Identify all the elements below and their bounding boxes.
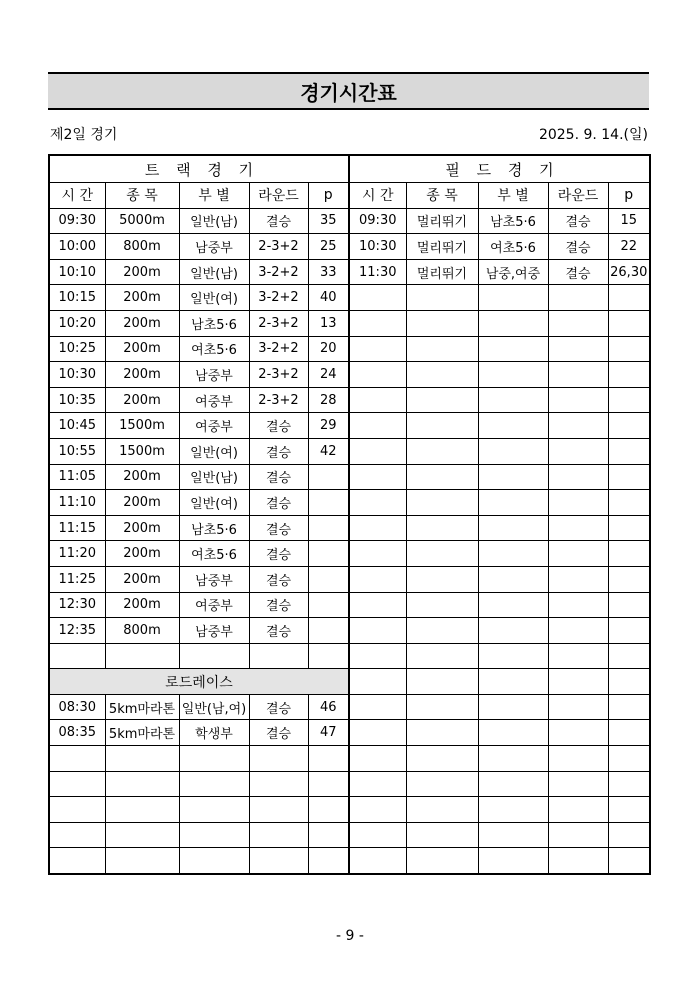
cell-page xyxy=(308,541,349,567)
table-row xyxy=(49,694,650,720)
cell-event xyxy=(406,336,478,362)
cell-event xyxy=(406,413,478,439)
table-row xyxy=(49,310,650,336)
cell-event: 200m xyxy=(105,285,179,311)
cell-page xyxy=(308,515,349,541)
cell-time xyxy=(349,515,406,541)
cell-division xyxy=(179,746,249,772)
cell-division: 일반(남) xyxy=(179,259,249,285)
cell-event: 200m xyxy=(105,515,179,541)
column-header-division: 부 별 xyxy=(478,183,548,209)
cell-page xyxy=(308,566,349,592)
cell-event xyxy=(406,618,478,644)
cell-round: 3-2+2 xyxy=(249,259,308,285)
cell-page xyxy=(608,285,650,311)
cell-round xyxy=(249,822,308,848)
cell-division xyxy=(478,310,548,336)
cell-time: 09:30 xyxy=(349,208,406,234)
track-section-header: 트 랙 경 기 xyxy=(49,155,349,183)
cell-event xyxy=(406,848,478,874)
cell-division xyxy=(478,413,548,439)
cell-division xyxy=(478,822,548,848)
cell-division xyxy=(179,822,249,848)
cell-time: 08:35 xyxy=(49,720,105,746)
cell-round xyxy=(548,490,608,516)
table-row xyxy=(49,592,650,618)
cell-event: 5km마라톤 xyxy=(105,694,179,720)
cell-event xyxy=(406,797,478,823)
cell-page xyxy=(608,438,650,464)
table-row xyxy=(49,720,650,746)
cell-event: 200m xyxy=(105,336,179,362)
table-row xyxy=(49,259,650,285)
cell-event xyxy=(406,310,478,336)
cell-page xyxy=(308,797,349,823)
page-title: 경기시간표 xyxy=(48,72,649,110)
cell-event xyxy=(406,720,478,746)
cell-page xyxy=(608,413,650,439)
cell-round: 결승 xyxy=(249,720,308,746)
cell-event xyxy=(406,387,478,413)
cell-page xyxy=(608,618,650,644)
cell-division: 여중부 xyxy=(179,592,249,618)
cell-time: 10:20 xyxy=(49,310,105,336)
cell-page xyxy=(608,720,650,746)
cell-time xyxy=(349,310,406,336)
cell-time xyxy=(49,771,105,797)
cell-round xyxy=(249,848,308,874)
cell-round xyxy=(548,643,608,669)
cell-time: 12:30 xyxy=(49,592,105,618)
cell-time: 11:30 xyxy=(349,259,406,285)
cell-event xyxy=(406,746,478,772)
cell-page: 40 xyxy=(308,285,349,311)
cell-page: 25 xyxy=(308,234,349,260)
cell-round xyxy=(548,592,608,618)
cell-event xyxy=(406,515,478,541)
cell-round: 결승 xyxy=(249,618,308,644)
cell-division xyxy=(478,618,548,644)
cell-division xyxy=(179,643,249,669)
cell-time xyxy=(349,848,406,874)
cell-round: 결승 xyxy=(548,208,608,234)
cell-event: 1500m xyxy=(105,438,179,464)
table-row xyxy=(49,541,650,567)
table-row xyxy=(49,822,650,848)
table-row xyxy=(49,336,650,362)
cell-event xyxy=(105,643,179,669)
page-number: - 9 - xyxy=(336,928,364,944)
cell-event xyxy=(406,592,478,618)
cell-division: 남초5·6 xyxy=(478,208,548,234)
cell-division: 여초5·6 xyxy=(179,336,249,362)
cell-time xyxy=(349,566,406,592)
table-row xyxy=(49,566,650,592)
cell-event xyxy=(406,490,478,516)
cell-page xyxy=(608,592,650,618)
cell-page xyxy=(308,848,349,874)
cell-event xyxy=(105,746,179,772)
cell-time xyxy=(349,643,406,669)
cell-round xyxy=(548,566,608,592)
table-row xyxy=(49,362,650,388)
cell-event: 5km마라톤 xyxy=(105,720,179,746)
cell-round xyxy=(548,822,608,848)
cell-page: 13 xyxy=(308,310,349,336)
cell-page xyxy=(608,848,650,874)
cell-round xyxy=(548,669,608,695)
cell-time xyxy=(349,285,406,311)
cell-time: 10:30 xyxy=(349,234,406,260)
cell-event xyxy=(406,643,478,669)
cell-division: 남중,여중 xyxy=(478,259,548,285)
column-header-round: 라운드 xyxy=(548,183,608,209)
cell-division: 남중부 xyxy=(179,618,249,644)
cell-page xyxy=(608,387,650,413)
cell-division: 여초5·6 xyxy=(179,541,249,567)
cell-round xyxy=(548,285,608,311)
cell-division: 여초5·6 xyxy=(478,234,548,260)
cell-time: 12:35 xyxy=(49,618,105,644)
cell-page: 26,30 xyxy=(608,259,650,285)
cell-page xyxy=(608,541,650,567)
cell-page: 15 xyxy=(608,208,650,234)
cell-round: 결승 xyxy=(249,208,308,234)
cell-event xyxy=(406,464,478,490)
cell-page xyxy=(308,643,349,669)
table-row xyxy=(49,771,650,797)
cell-event: 200m xyxy=(105,592,179,618)
cell-division xyxy=(478,771,548,797)
cell-time xyxy=(349,438,406,464)
cell-page xyxy=(308,490,349,516)
cell-round xyxy=(548,413,608,439)
cell-division xyxy=(478,566,548,592)
cell-time xyxy=(49,797,105,823)
cell-page xyxy=(608,566,650,592)
cell-page xyxy=(608,771,650,797)
cell-division: 남중부 xyxy=(179,566,249,592)
cell-event: 200m xyxy=(105,387,179,413)
cell-round xyxy=(249,797,308,823)
cell-division: 여중부 xyxy=(179,387,249,413)
cell-time: 10:15 xyxy=(49,285,105,311)
cell-time xyxy=(349,490,406,516)
cell-event: 멀리뛰기 xyxy=(406,259,478,285)
cell-time: 10:25 xyxy=(49,336,105,362)
cell-division xyxy=(478,387,548,413)
cell-round: 2-3+2 xyxy=(249,310,308,336)
cell-time xyxy=(349,771,406,797)
table-row xyxy=(49,464,650,490)
cell-time xyxy=(349,618,406,644)
cell-page xyxy=(608,643,650,669)
schedule-table xyxy=(48,154,651,875)
cell-round: 결승 xyxy=(249,438,308,464)
cell-page xyxy=(608,336,650,362)
cell-time: 11:20 xyxy=(49,541,105,567)
cell-time xyxy=(49,822,105,848)
column-header-page: p xyxy=(308,183,349,209)
cell-event: 1500m xyxy=(105,413,179,439)
table-row xyxy=(49,618,650,644)
cell-division xyxy=(478,669,548,695)
cell-page xyxy=(608,822,650,848)
cell-event: 200m xyxy=(105,310,179,336)
cell-time xyxy=(349,669,406,695)
cell-event: 200m xyxy=(105,490,179,516)
cell-round: 2-3+2 xyxy=(249,362,308,388)
cell-page: 33 xyxy=(308,259,349,285)
cell-page xyxy=(308,771,349,797)
day-label: 제2일 경기 xyxy=(50,127,118,143)
cell-event: 200m xyxy=(105,362,179,388)
cell-round xyxy=(249,643,308,669)
cell-event xyxy=(406,285,478,311)
cell-page: 46 xyxy=(308,694,349,720)
cell-page xyxy=(308,618,349,644)
cell-division: 일반(남) xyxy=(179,464,249,490)
cell-time: 09:30 xyxy=(49,208,105,234)
cell-division: 남중부 xyxy=(179,234,249,260)
table-row xyxy=(49,643,650,669)
cell-time: 11:25 xyxy=(49,566,105,592)
cell-division: 일반(남,여) xyxy=(179,694,249,720)
cell-event xyxy=(105,822,179,848)
table-row xyxy=(49,438,650,464)
cell-time: 11:05 xyxy=(49,464,105,490)
cell-division: 일반(여) xyxy=(179,285,249,311)
cell-division: 여중부 xyxy=(179,413,249,439)
cell-page xyxy=(608,464,650,490)
cell-event: 200m xyxy=(105,566,179,592)
cell-time xyxy=(349,541,406,567)
cell-round: 결승 xyxy=(249,490,308,516)
cell-division xyxy=(478,541,548,567)
cell-event xyxy=(406,566,478,592)
table-row xyxy=(49,285,650,311)
cell-division xyxy=(478,336,548,362)
cell-round: 3-2+2 xyxy=(249,336,308,362)
cell-event xyxy=(406,362,478,388)
table-row xyxy=(49,797,650,823)
cell-round xyxy=(548,848,608,874)
cell-page xyxy=(308,592,349,618)
cell-division xyxy=(478,464,548,490)
cell-page xyxy=(608,669,650,695)
cell-round xyxy=(548,438,608,464)
cell-event: 800m xyxy=(105,618,179,644)
cell-round: 결승 xyxy=(249,694,308,720)
date-label: 2025. 9. 14.(일) xyxy=(538,127,648,143)
cell-event: 200m xyxy=(105,541,179,567)
table-row xyxy=(49,413,650,439)
cell-time: 11:10 xyxy=(49,490,105,516)
cell-time xyxy=(349,413,406,439)
column-header-round: 라운드 xyxy=(249,183,308,209)
cell-division xyxy=(478,592,548,618)
cell-event xyxy=(406,771,478,797)
cell-time xyxy=(349,387,406,413)
cell-page xyxy=(608,362,650,388)
cell-division xyxy=(478,285,548,311)
cell-round: 결승 xyxy=(249,515,308,541)
cell-division xyxy=(478,643,548,669)
cell-division xyxy=(478,515,548,541)
cell-event: 800m xyxy=(105,234,179,260)
cell-page xyxy=(308,822,349,848)
cell-round xyxy=(548,720,608,746)
column-header-time: 시 간 xyxy=(349,183,406,209)
cell-time: 10:55 xyxy=(49,438,105,464)
cell-event xyxy=(406,669,478,695)
cell-event xyxy=(105,771,179,797)
cell-round xyxy=(249,746,308,772)
cell-time xyxy=(349,720,406,746)
cell-round xyxy=(548,310,608,336)
cell-page xyxy=(308,464,349,490)
cell-round: 결승 xyxy=(249,541,308,567)
cell-time xyxy=(349,746,406,772)
cell-event xyxy=(406,541,478,567)
cell-time xyxy=(49,746,105,772)
cell-event: 멀리뛰기 xyxy=(406,234,478,260)
cell-division: 일반(남) xyxy=(179,208,249,234)
cell-round: 결승 xyxy=(249,464,308,490)
cell-page xyxy=(608,694,650,720)
cell-time: 10:10 xyxy=(49,259,105,285)
column-header-time: 시 간 xyxy=(49,183,105,209)
cell-page: 47 xyxy=(308,720,349,746)
cell-division xyxy=(478,848,548,874)
cell-division xyxy=(478,797,548,823)
cell-page: 29 xyxy=(308,413,349,439)
cell-round xyxy=(548,362,608,388)
cell-time: 11:15 xyxy=(49,515,105,541)
cell-division: 일반(여) xyxy=(179,490,249,516)
cell-division: 남초5·6 xyxy=(179,310,249,336)
cell-division xyxy=(478,490,548,516)
road-race-row xyxy=(49,669,650,695)
cell-round xyxy=(548,387,608,413)
cell-time: 10:35 xyxy=(49,387,105,413)
cell-event xyxy=(105,797,179,823)
cell-round xyxy=(548,618,608,644)
cell-page: 22 xyxy=(608,234,650,260)
cell-time xyxy=(349,694,406,720)
cell-time: 10:30 xyxy=(49,362,105,388)
cell-division xyxy=(478,746,548,772)
table-row xyxy=(49,490,650,516)
cell-round xyxy=(548,541,608,567)
cell-division xyxy=(478,694,548,720)
cell-time xyxy=(349,822,406,848)
cell-division: 일반(여) xyxy=(179,438,249,464)
cell-round xyxy=(249,771,308,797)
cell-page xyxy=(608,310,650,336)
table-row xyxy=(49,515,650,541)
column-header-page: p xyxy=(608,183,650,209)
cell-time xyxy=(349,336,406,362)
cell-round xyxy=(548,336,608,362)
cell-time xyxy=(349,464,406,490)
cell-page: 24 xyxy=(308,362,349,388)
cell-division xyxy=(179,848,249,874)
cell-time: 10:45 xyxy=(49,413,105,439)
cell-division: 학생부 xyxy=(179,720,249,746)
cell-event xyxy=(105,848,179,874)
column-header-event: 종 목 xyxy=(406,183,478,209)
cell-division xyxy=(179,771,249,797)
cell-division: 남초5·6 xyxy=(179,515,249,541)
cell-round xyxy=(548,797,608,823)
table-row xyxy=(49,387,650,413)
table-row xyxy=(49,848,650,874)
cell-round xyxy=(548,464,608,490)
cell-round: 결승 xyxy=(249,592,308,618)
cell-division xyxy=(179,797,249,823)
cell-division xyxy=(478,362,548,388)
cell-page: 42 xyxy=(308,438,349,464)
cell-time xyxy=(49,643,105,669)
cell-event: 멀리뛰기 xyxy=(406,208,478,234)
cell-page xyxy=(608,746,650,772)
cell-page xyxy=(608,797,650,823)
table-row xyxy=(49,234,650,260)
cell-round: 결승 xyxy=(548,259,608,285)
cell-round: 결승 xyxy=(249,566,308,592)
cell-time xyxy=(349,362,406,388)
cell-page: 20 xyxy=(308,336,349,362)
cell-round xyxy=(548,694,608,720)
column-header-event: 종 목 xyxy=(105,183,179,209)
cell-round: 2-3+2 xyxy=(249,234,308,260)
cell-event: 200m xyxy=(105,464,179,490)
cell-round xyxy=(548,515,608,541)
cell-round: 3-2+2 xyxy=(249,285,308,311)
road-race-section-header: 로드레이스 xyxy=(49,669,349,695)
cell-round: 결승 xyxy=(249,413,308,439)
cell-time: 10:00 xyxy=(49,234,105,260)
cell-event xyxy=(406,694,478,720)
cell-page xyxy=(608,515,650,541)
cell-event: 200m xyxy=(105,259,179,285)
table-row xyxy=(49,208,650,234)
cell-time: 08:30 xyxy=(49,694,105,720)
cell-time xyxy=(49,848,105,874)
cell-round xyxy=(548,771,608,797)
cell-round: 2-3+2 xyxy=(249,387,308,413)
field-section-header: 필 드 경 기 xyxy=(349,155,650,183)
cell-division xyxy=(478,438,548,464)
cell-page xyxy=(608,490,650,516)
table-row xyxy=(49,746,650,772)
cell-time xyxy=(349,592,406,618)
cell-page: 28 xyxy=(308,387,349,413)
cell-event xyxy=(406,438,478,464)
cell-division xyxy=(478,720,548,746)
cell-time xyxy=(349,797,406,823)
cell-page xyxy=(308,746,349,772)
cell-round: 결승 xyxy=(548,234,608,260)
cell-division: 남중부 xyxy=(179,362,249,388)
cell-round xyxy=(548,746,608,772)
cell-page: 35 xyxy=(308,208,349,234)
column-header-division: 부 별 xyxy=(179,183,249,209)
cell-event xyxy=(406,822,478,848)
cell-event: 5000m xyxy=(105,208,179,234)
